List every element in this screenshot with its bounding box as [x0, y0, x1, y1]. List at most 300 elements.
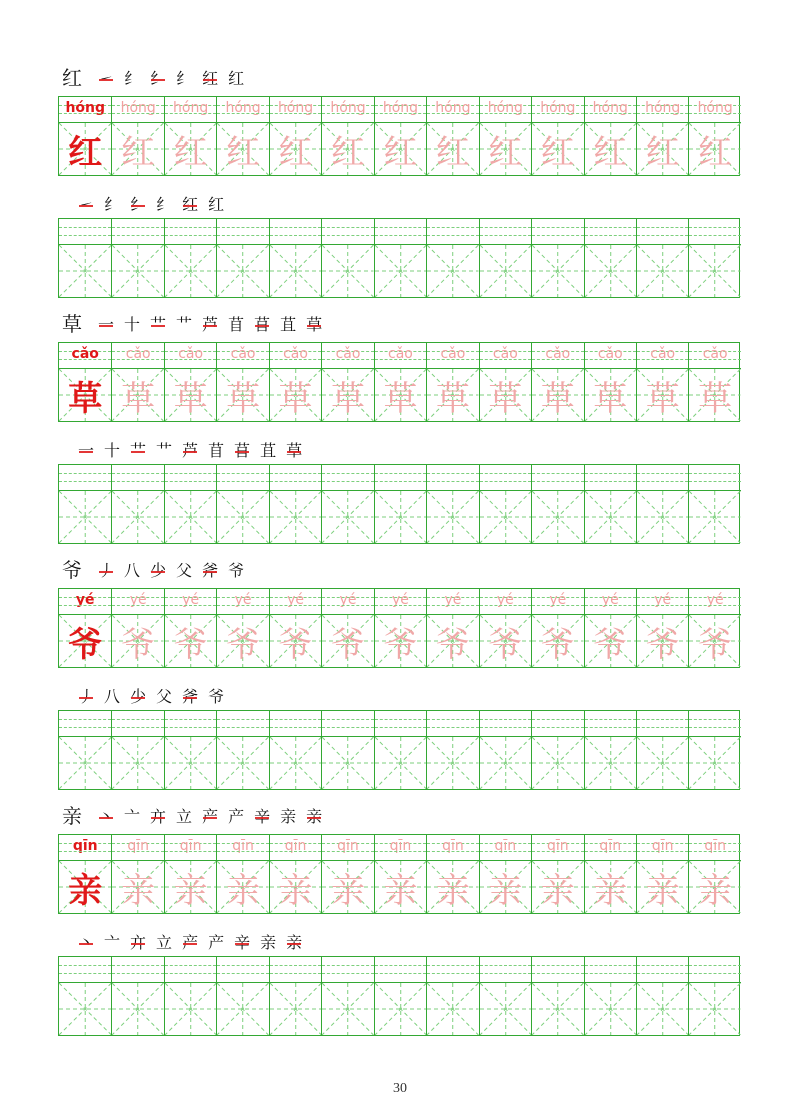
grid-cell[interactable] [374, 219, 426, 297]
stroke-step: 亲 [286, 933, 303, 952]
grid-cell [374, 343, 426, 421]
mizi-guide [112, 983, 163, 1035]
character-box [322, 491, 373, 543]
pinyin-lines [217, 97, 268, 123]
grid-cell [111, 589, 163, 667]
mizi-guide [322, 491, 373, 543]
mizi-guide [480, 983, 531, 1035]
mizi-guide [585, 491, 636, 543]
pinyin-text: yé [234, 592, 252, 608]
stroke-step: 立 [156, 933, 173, 952]
practice-grid-blank [58, 218, 740, 298]
character-box [112, 369, 163, 421]
grid-cell[interactable] [426, 219, 478, 297]
character-box [532, 491, 583, 543]
trace-character: 爷 [435, 624, 470, 665]
pinyin-lines [585, 835, 636, 861]
pinyin-lines [637, 343, 688, 369]
pinyin-lines [532, 957, 583, 983]
trace-character: 红 [278, 132, 313, 173]
mizi-guide [322, 983, 373, 1035]
trace-character: 亲 [330, 870, 365, 911]
pinyin-lines [165, 957, 216, 983]
mizi-guide [165, 983, 216, 1035]
grid-cell [479, 835, 531, 913]
pinyin-lines [375, 219, 426, 245]
grid-cell[interactable] [584, 957, 636, 1035]
grid-cell [321, 97, 373, 175]
grid-cell[interactable] [269, 711, 321, 789]
mizi-guide [585, 983, 636, 1035]
pinyin-lines [532, 835, 583, 861]
mizi-guide [165, 245, 216, 297]
grid-cell [688, 343, 740, 421]
mizi-guide [637, 737, 688, 789]
character-box [165, 491, 216, 543]
pinyin-lines [637, 97, 688, 123]
character-box [112, 861, 163, 913]
grid-cell[interactable] [531, 219, 583, 297]
character-box [689, 491, 740, 543]
grid-cell[interactable] [374, 957, 426, 1035]
mizi-guide [585, 737, 636, 789]
stroke-step: 父 [176, 561, 193, 580]
character-box [375, 737, 426, 789]
trace-character: 红 [383, 132, 418, 173]
trace-character: 爷 [488, 624, 523, 665]
grid-cell [688, 835, 740, 913]
pinyin-text: hóng [645, 100, 681, 116]
grid-cell [426, 835, 478, 913]
grid-cell [636, 343, 688, 421]
grid-cell[interactable] [216, 219, 268, 297]
stroke-step: 红 [228, 69, 245, 88]
pinyin-lines [585, 957, 636, 983]
pinyin-text: yé [496, 592, 514, 608]
practice-grid-model [58, 834, 740, 914]
grid-cell[interactable] [164, 465, 216, 543]
mizi-guide [689, 491, 740, 543]
trace-character: 草 [593, 378, 628, 419]
pinyin-lines [480, 957, 531, 983]
stroke-step: 纟 [104, 195, 121, 214]
pinyin-text: hóng [487, 100, 523, 116]
pinyin-lines [532, 343, 583, 369]
pinyin-lines [637, 219, 688, 245]
character-box [689, 245, 740, 297]
character-box [585, 861, 636, 913]
character-box [59, 123, 111, 175]
stroke-order-header [62, 800, 332, 828]
grid-cell[interactable] [688, 957, 740, 1035]
trace-character: 草 [121, 378, 156, 419]
character-box [480, 983, 531, 1035]
character-box [480, 737, 531, 789]
pinyin-text: yé [129, 592, 147, 608]
grid-cell [111, 97, 163, 175]
grid-cell [216, 343, 268, 421]
grid-cell[interactable] [374, 711, 426, 789]
mizi-guide [480, 491, 531, 543]
pinyin-lines [322, 97, 373, 123]
grid-cell[interactable] [531, 711, 583, 789]
grid-cell[interactable] [479, 957, 531, 1035]
grid-cell[interactable] [479, 219, 531, 297]
character-box [375, 369, 426, 421]
grid-cell[interactable] [584, 711, 636, 789]
trace-character: 草 [278, 378, 313, 419]
grid-cell[interactable] [636, 957, 688, 1035]
grid-cell [531, 835, 583, 913]
pinyin-text: yé [391, 592, 409, 608]
stroke-step: 亲 [260, 933, 277, 952]
stroke-step: 亠 [124, 807, 141, 826]
grid-cell[interactable] [426, 465, 478, 543]
character-box [322, 245, 373, 297]
mizi-guide [532, 983, 583, 1035]
grid-cell [636, 97, 688, 175]
grid-cell[interactable] [321, 957, 373, 1035]
mizi-guide [217, 245, 268, 297]
pinyin-text: hóng [120, 100, 156, 116]
grid-cell [164, 589, 216, 667]
mizi-guide [112, 245, 163, 297]
grid-cell[interactable] [531, 957, 583, 1035]
stroke-step: 纟 [124, 69, 141, 88]
pinyin-lines [270, 957, 321, 983]
stroke-step: 产 [202, 807, 219, 826]
grid-cell [426, 97, 478, 175]
trace-character: 草 [226, 378, 261, 419]
trace-character: 亲 [173, 870, 208, 911]
pinyin-lines [480, 711, 531, 737]
stroke-step: 纟 [130, 195, 147, 214]
pinyin-lines [112, 465, 163, 491]
pinyin-text: cǎo [71, 346, 99, 362]
character-box [585, 245, 636, 297]
character-box [532, 369, 583, 421]
pinyin-lines [165, 589, 216, 615]
character-box [427, 861, 478, 913]
pinyin-lines [585, 343, 636, 369]
character-box [217, 861, 268, 913]
pinyin-lines [427, 343, 478, 369]
pinyin-lines [375, 465, 426, 491]
pinyin-lines [532, 465, 583, 491]
trace-character: 爷 [383, 624, 418, 665]
character-box [585, 369, 636, 421]
pinyin-text: yé [444, 592, 462, 608]
grid-cell[interactable] [269, 957, 321, 1035]
pinyin-text: qīn [651, 838, 674, 854]
grid-cell[interactable] [426, 957, 478, 1035]
stroke-step: 红 [208, 195, 225, 214]
pinyin-lines [59, 97, 111, 123]
grid-cell [584, 589, 636, 667]
character-box [637, 245, 688, 297]
pinyin-text: yé [549, 592, 567, 608]
trace-character: 爷 [278, 624, 313, 665]
pinyin-text: cǎo [545, 346, 571, 362]
grid-cell [111, 343, 163, 421]
practice-grid-model [58, 588, 740, 668]
pinyin-text: yé [706, 592, 724, 608]
grid-cell[interactable] [216, 711, 268, 789]
character-box [59, 369, 111, 421]
pinyin-lines [165, 465, 216, 491]
mizi-guide [59, 245, 111, 297]
character-box [637, 737, 688, 789]
pinyin-text: hóng [540, 100, 576, 116]
pinyin-lines [637, 711, 688, 737]
pinyin-lines [165, 97, 216, 123]
grid-cell[interactable] [59, 711, 111, 789]
stroke-step: 产 [228, 807, 245, 826]
trace-character: 爷 [645, 624, 680, 665]
trace-character: 红 [226, 132, 261, 173]
grid-cell[interactable] [688, 465, 740, 543]
pinyin-text: qīn [494, 838, 517, 854]
grid-cell[interactable] [111, 711, 163, 789]
grid-cell [164, 97, 216, 175]
pinyin-lines [375, 97, 426, 123]
grid-cell[interactable] [216, 957, 268, 1035]
stroke-step: 一 [78, 441, 95, 460]
grid-cell[interactable] [59, 219, 111, 297]
grid-cell[interactable] [164, 957, 216, 1035]
page-number: 30 [393, 1081, 407, 1096]
grid-cell [216, 835, 268, 913]
character-box [217, 983, 268, 1035]
character-box [217, 245, 268, 297]
character-box [480, 861, 531, 913]
pinyin-text: yé [339, 592, 357, 608]
mizi-guide [217, 983, 268, 1035]
pinyin-text: yé [601, 592, 619, 608]
grid-cell[interactable] [111, 957, 163, 1035]
pinyin-lines [112, 711, 163, 737]
stroke-order-line [78, 926, 312, 954]
trace-character: 爷 [593, 624, 628, 665]
pinyin-text: hóng [173, 100, 209, 116]
character-box [59, 983, 111, 1035]
stroke-step: 芦 [202, 315, 219, 334]
pinyin-lines [112, 957, 163, 983]
pinyin-lines [689, 343, 740, 369]
character-box [165, 861, 216, 913]
character-box [480, 245, 531, 297]
pinyin-lines [217, 835, 268, 861]
practice-grid-blank [58, 464, 740, 544]
stroke-step: 少 [150, 561, 167, 580]
pinyin-lines [112, 343, 163, 369]
pinyin-lines [270, 465, 321, 491]
grid-cell[interactable] [269, 219, 321, 297]
pinyin-lines [585, 465, 636, 491]
character-box [165, 369, 216, 421]
character-heading: 爷 [62, 558, 82, 582]
grid-cell[interactable] [479, 465, 531, 543]
pinyin-text: yé [75, 592, 95, 608]
character-box [585, 123, 636, 175]
pinyin-lines [689, 219, 740, 245]
pinyin-lines [59, 219, 111, 245]
pinyin-text: hóng [592, 100, 628, 116]
grid-cell[interactable] [321, 219, 373, 297]
character-heading: 红 [62, 66, 82, 90]
pinyin-lines [637, 957, 688, 983]
stroke-step: 爷 [208, 687, 225, 706]
practice-grid-model [58, 342, 740, 422]
mizi-guide [270, 245, 321, 297]
grid-cell[interactable] [531, 465, 583, 543]
character-box [427, 369, 478, 421]
grid-cell [531, 97, 583, 175]
mizi-guide [637, 983, 688, 1035]
character-box [480, 491, 531, 543]
pinyin-lines [322, 835, 373, 861]
character-box [427, 491, 478, 543]
pinyin-lines [322, 711, 373, 737]
pinyin-lines [165, 343, 216, 369]
grid-cell [531, 589, 583, 667]
pinyin-lines [270, 97, 321, 123]
grid-cell[interactable] [164, 711, 216, 789]
stroke-step: 一 [98, 315, 115, 334]
grid-cell[interactable] [59, 465, 111, 543]
character-box [637, 615, 688, 667]
pinyin-lines [59, 465, 111, 491]
grid-cell [584, 835, 636, 913]
grid-cell[interactable] [374, 465, 426, 543]
stroke-step: 亣 [130, 933, 147, 952]
grid-cell [636, 835, 688, 913]
pinyin-lines [59, 589, 111, 615]
grid-cell [269, 589, 321, 667]
character-box [637, 861, 688, 913]
stroke-step: 艹 [156, 441, 173, 460]
character-box [165, 245, 216, 297]
trace-character: 红 [645, 132, 680, 173]
mizi-guide [480, 245, 531, 297]
stroke-order-header [62, 554, 254, 582]
grid-cell[interactable] [321, 465, 373, 543]
grid-cell[interactable] [688, 711, 740, 789]
character-box [322, 123, 373, 175]
stroke-step: 少 [130, 687, 147, 706]
grid-cell [269, 343, 321, 421]
grid-cell[interactable] [479, 711, 531, 789]
mizi-guide [480, 737, 531, 789]
stroke-step: 斧 [202, 561, 219, 580]
stroke-step: 红 [202, 69, 219, 88]
mizi-guide [689, 245, 740, 297]
grid-cell[interactable] [636, 465, 688, 543]
character-box [112, 615, 163, 667]
pinyin-text: yé [287, 592, 304, 608]
grid-cell[interactable] [111, 465, 163, 543]
mizi-guide [532, 737, 583, 789]
grid-cell [374, 589, 426, 667]
character-box [217, 615, 268, 667]
stroke-step: 苜 [208, 441, 225, 460]
character-box [112, 983, 163, 1035]
mizi-guide [165, 491, 216, 543]
character-box [270, 123, 321, 175]
trace-character: 亲 [121, 870, 156, 911]
grid-cell[interactable] [426, 711, 478, 789]
trace-character: 亲 [435, 870, 470, 911]
character-box [427, 245, 478, 297]
trace-character: 红 [540, 132, 575, 173]
trace-character: 红 [698, 132, 733, 173]
stroke-step: 亣 [150, 807, 167, 826]
grid-cell[interactable] [164, 219, 216, 297]
pinyin-lines [532, 219, 583, 245]
character-box [532, 123, 583, 175]
pinyin-lines [427, 97, 478, 123]
pinyin-lines [532, 711, 583, 737]
pinyin-lines [217, 343, 268, 369]
stroke-step: 十 [124, 315, 141, 334]
grid-cell[interactable] [59, 957, 111, 1035]
trace-character: 亲 [383, 870, 418, 911]
stroke-step: 亲 [280, 807, 297, 826]
pinyin-lines [637, 835, 688, 861]
trace-character: 草 [698, 378, 733, 419]
stroke-step: 亲 [306, 807, 323, 826]
pinyin-text: hóng [277, 100, 314, 116]
pinyin-text: cǎo [230, 346, 256, 362]
pinyin-lines [480, 343, 531, 369]
character-box [165, 123, 216, 175]
mizi-guide [322, 245, 373, 297]
character-box [427, 615, 478, 667]
stroke-step: 草 [286, 441, 303, 460]
grid-cell[interactable] [584, 465, 636, 543]
pinyin-lines [427, 711, 478, 737]
stroke-step: 芦 [182, 441, 199, 460]
grid-cell[interactable] [321, 711, 373, 789]
pinyin-lines [322, 957, 373, 983]
pinyin-text: cǎo [440, 346, 466, 362]
pinyin-lines [165, 219, 216, 245]
stroke-step: 八 [124, 561, 141, 580]
grid-cell[interactable] [636, 711, 688, 789]
pinyin-text: qīn [179, 838, 202, 854]
grid-cell[interactable] [636, 219, 688, 297]
character-box [270, 983, 321, 1035]
mizi-guide [217, 491, 268, 543]
character-box [532, 737, 583, 789]
character-box [270, 369, 321, 421]
character-box [637, 983, 688, 1035]
grid-cell [479, 97, 531, 175]
mizi-guide [585, 245, 636, 297]
character-box [532, 983, 583, 1035]
grid-cell[interactable] [216, 465, 268, 543]
stroke-step: ㇀ [98, 69, 115, 88]
grid-cell[interactable] [111, 219, 163, 297]
grid-cell[interactable] [269, 465, 321, 543]
stroke-order-line [78, 434, 312, 462]
pinyin-lines [375, 711, 426, 737]
grid-cell[interactable] [688, 219, 740, 297]
stroke-step: 苜 [254, 315, 271, 334]
stroke-step: 八 [104, 687, 121, 706]
grid-cell[interactable] [584, 219, 636, 297]
character-box [112, 737, 163, 789]
